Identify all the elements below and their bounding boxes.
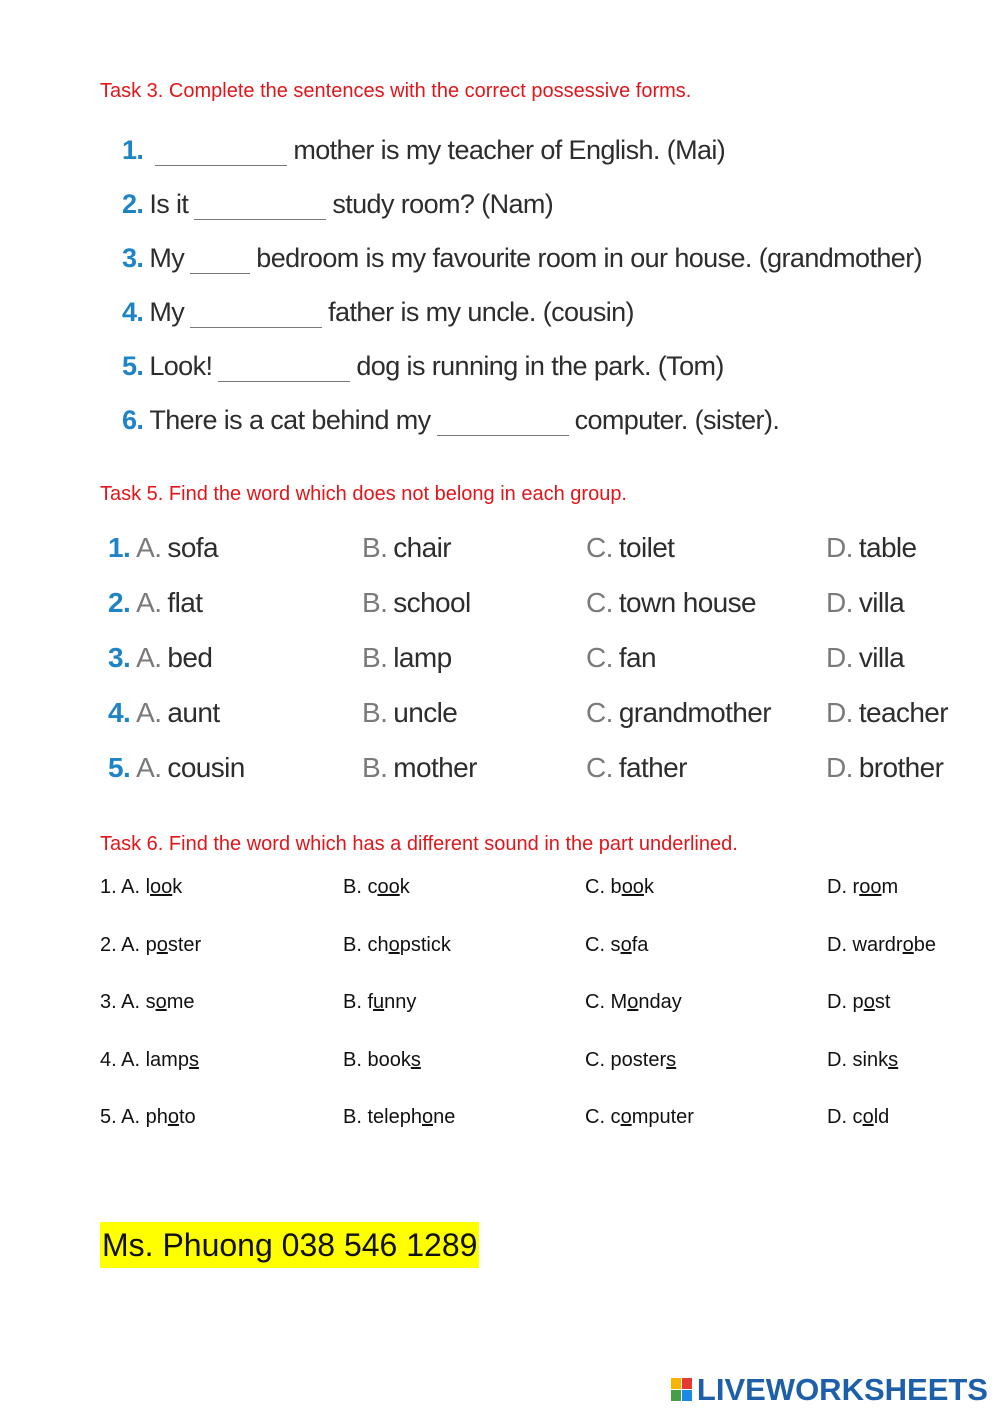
word-part: B. teleph (343, 1106, 422, 1128)
option-letter: C. (586, 532, 613, 563)
word-part: nday (638, 991, 682, 1013)
task3-sentence (122, 220, 922, 274)
answer-blank[interactable] (218, 360, 350, 382)
option-d[interactable] (826, 729, 943, 784)
option-d[interactable] (827, 991, 890, 1014)
underlined-part: o (155, 991, 167, 1013)
sentence-number: 1. (122, 135, 144, 165)
sentence-text: My (149, 243, 185, 273)
option-letter: A. (136, 752, 162, 783)
word-part: C. b (585, 876, 622, 898)
option-a[interactable] (100, 991, 195, 1014)
option-letter: C. (586, 752, 613, 783)
option-word: mother (393, 752, 477, 783)
word-part: C. M (585, 991, 628, 1013)
underlined-part: o (167, 1106, 179, 1128)
word-part: D. sink (827, 1048, 889, 1071)
task6-title: Task 6. Find the word which has a different sound in the part underlined. (100, 833, 738, 855)
answer-blank[interactable] (437, 414, 569, 436)
option-word: lamp (393, 642, 452, 673)
underlined-part: o (388, 933, 400, 956)
option-word: bed (167, 642, 213, 673)
option-word: grandmother (618, 697, 771, 728)
option-word: cousin (167, 752, 245, 783)
word-part: k (399, 876, 410, 898)
task6-row (100, 876, 980, 934)
word-part: ld (873, 1106, 890, 1128)
word-part: ne (433, 1106, 456, 1128)
task3-sentence (122, 328, 922, 382)
brand-name: LIVEWORKSHEETS (696, 1372, 988, 1407)
option-word: villa (858, 642, 905, 673)
task3-sentence (122, 382, 922, 436)
underlined-part: u (373, 991, 385, 1013)
option-word: sofa (167, 532, 218, 563)
option-word: uncle (393, 697, 458, 728)
option-b[interactable] (343, 876, 410, 899)
word-part: B. c (343, 876, 378, 898)
option-word: teacher (858, 697, 949, 728)
option-c[interactable] (586, 564, 756, 619)
option-d[interactable] (827, 876, 898, 899)
word-part: nny (384, 991, 417, 1013)
word-part: C. s (585, 933, 621, 956)
sentence-text: Is it (149, 189, 189, 219)
option-c[interactable] (586, 509, 674, 564)
underlined-part: o (620, 933, 632, 956)
option-b[interactable] (343, 991, 416, 1014)
option-letter: B. (362, 587, 388, 618)
task3-sentence (122, 112, 922, 166)
option-b[interactable] (362, 564, 471, 619)
option-a[interactable] (108, 564, 202, 619)
option-word: father (618, 752, 687, 783)
underlined-part: o (421, 1106, 434, 1128)
sentence-number: 4. (122, 297, 144, 327)
option-letter: B. (362, 642, 388, 673)
underlined-part: oo (377, 876, 400, 898)
word-part: pstick (399, 933, 451, 956)
answer-blank[interactable] (155, 144, 287, 166)
word-part: be (913, 933, 936, 956)
row-number: 1. (108, 532, 131, 563)
option-letter: C. (586, 587, 613, 618)
row-number: 5. (108, 752, 131, 783)
word-part: st (874, 991, 891, 1013)
option-word: town house (618, 587, 757, 618)
option-a[interactable] (108, 619, 212, 674)
option-letter: D. (826, 752, 853, 783)
option-b[interactable] (343, 934, 451, 957)
sentence-text: bedroom is my favourite room in our house. (grandmother) (256, 243, 922, 273)
row-number: 4. (108, 697, 131, 728)
word-part: B. book (343, 1048, 411, 1071)
option-a[interactable] (100, 1106, 196, 1129)
word-part: C. poster (585, 1048, 667, 1071)
word-part: k (172, 876, 183, 898)
option-c[interactable] (585, 934, 648, 957)
option-d[interactable] (827, 1106, 889, 1129)
option-c[interactable] (585, 1106, 694, 1129)
underlined-part: o (863, 991, 875, 1013)
liveworksheets-logo-icon (671, 1378, 693, 1402)
task6-options (100, 876, 980, 1164)
word-part: D. wardr (827, 933, 903, 956)
option-c[interactable] (586, 729, 687, 784)
word-part: k (643, 876, 654, 898)
option-letter: A. (136, 587, 162, 618)
sentence-number: 2. (122, 189, 144, 219)
option-d[interactable] (826, 619, 904, 674)
option-b[interactable] (362, 729, 477, 784)
word-part: fa (631, 933, 649, 956)
word-part: 4. A. lamp (100, 1048, 189, 1071)
brand-footer[interactable] (671, 1372, 988, 1408)
option-b[interactable] (343, 1049, 421, 1072)
option-c[interactable] (586, 619, 656, 674)
option-word: chair (393, 532, 451, 563)
underlined-part: s (666, 1048, 677, 1071)
option-a[interactable] (108, 509, 218, 564)
option-d[interactable] (827, 934, 936, 957)
sentence-text: dog is running in the park. (Tom) (356, 351, 724, 381)
underlined-part: oo (150, 876, 173, 898)
underlined-part: o (620, 1106, 632, 1128)
option-word: table (858, 532, 917, 563)
option-letter: D. (826, 697, 853, 728)
task5-row (108, 619, 968, 674)
underlined-part: o (862, 1106, 874, 1128)
option-word: aunt (167, 697, 220, 728)
option-d[interactable] (826, 509, 917, 564)
word-part: ster (167, 933, 202, 956)
underlined-part: o (627, 991, 639, 1013)
word-part: mputer (631, 1106, 694, 1128)
word-part: to (178, 1106, 196, 1128)
task5-row (108, 564, 968, 619)
sentence-text: study room? (Nam) (332, 189, 554, 219)
option-d[interactable] (827, 1049, 898, 1072)
option-letter: A. (136, 642, 162, 673)
option-word: toilet (618, 532, 675, 563)
task5-title: Task 5. Find the word which does not belong in each group. (100, 483, 627, 505)
word-part: B. f (343, 991, 374, 1013)
option-c[interactable] (585, 876, 654, 899)
option-word: fan (618, 642, 656, 673)
option-letter: D. (826, 532, 853, 563)
word-part: m (881, 876, 899, 898)
option-a[interactable] (100, 934, 201, 957)
option-letter: B. (362, 697, 388, 728)
option-letter: A. (136, 532, 162, 563)
task6-row (100, 1049, 980, 1107)
option-word: flat (167, 587, 203, 618)
task3-sentence (122, 274, 922, 328)
option-a[interactable] (108, 729, 245, 784)
option-b[interactable] (343, 1106, 455, 1129)
word-part: 5. A. ph (100, 1106, 168, 1128)
sentence-number: 3. (122, 243, 144, 273)
option-a[interactable] (100, 876, 182, 899)
option-d[interactable] (826, 564, 904, 619)
option-letter: D. (826, 642, 853, 673)
task6-row (100, 1106, 980, 1164)
underlined-part: oo (621, 876, 644, 898)
option-b[interactable] (362, 619, 452, 674)
word-part: B. ch (343, 933, 389, 956)
word-part: D. r (827, 876, 860, 898)
row-number: 2. (108, 587, 131, 618)
option-b[interactable] (362, 674, 457, 729)
task5-row (108, 674, 968, 729)
option-a[interactable] (100, 1049, 199, 1072)
sentence-number: 6. (122, 405, 144, 435)
underlined-part: s (888, 1048, 899, 1071)
sentence-text: father is my uncle. (cousin) (328, 297, 634, 327)
option-a[interactable] (108, 674, 220, 729)
option-d[interactable] (826, 674, 948, 729)
sentence-text: computer. (sister). (574, 405, 780, 435)
task5-options (108, 509, 968, 784)
underlined-part: s (410, 1048, 421, 1071)
task6-row (100, 991, 980, 1049)
word-part: C. c (585, 1106, 621, 1128)
word-part: 1. A. l (100, 876, 151, 898)
task5-row (108, 729, 968, 784)
option-c[interactable] (585, 1049, 676, 1072)
option-letter: D. (826, 587, 853, 618)
word-part: D. c (827, 1106, 863, 1128)
option-word: brother (858, 752, 944, 783)
sentence-number: 5. (122, 351, 144, 381)
task3-sentence (122, 166, 922, 220)
contact-highlight: Ms. Phuong 038 546 1289 (100, 1222, 479, 1268)
underlined-part: o (902, 933, 914, 956)
option-c[interactable] (585, 991, 682, 1014)
sentence-text: There is a cat behind my (149, 405, 431, 435)
task3-title: Task 3. Complete the sentences with the correct possessive forms. (100, 80, 692, 102)
sentence-text: Look! (149, 351, 213, 381)
underlined-part: oo (859, 876, 882, 898)
word-part: 2. A. p (100, 933, 157, 956)
option-letter: C. (586, 697, 613, 728)
sentence-text: mother is my teacher of English. (Mai) (293, 135, 726, 165)
answer-blank[interactable] (190, 252, 250, 274)
word-part: me (166, 991, 195, 1013)
option-c[interactable] (586, 674, 771, 729)
task3-sentences (122, 112, 922, 436)
option-word: school (393, 587, 471, 618)
task6-row (100, 934, 980, 992)
option-letter: A. (136, 697, 162, 728)
task5-row (108, 509, 968, 564)
option-b[interactable] (362, 509, 451, 564)
option-letter: B. (362, 532, 388, 563)
row-number: 3. (108, 642, 131, 673)
sentence-text: My (149, 297, 185, 327)
option-letter: C. (586, 642, 613, 673)
word-part: 3. A. s (100, 991, 156, 1013)
answer-blank[interactable] (194, 198, 326, 220)
underlined-part: s (188, 1048, 199, 1071)
word-part: D. p (827, 991, 864, 1013)
option-word: villa (858, 587, 905, 618)
option-letter: B. (362, 752, 388, 783)
answer-blank[interactable] (190, 306, 322, 328)
underlined-part: o (156, 933, 168, 956)
